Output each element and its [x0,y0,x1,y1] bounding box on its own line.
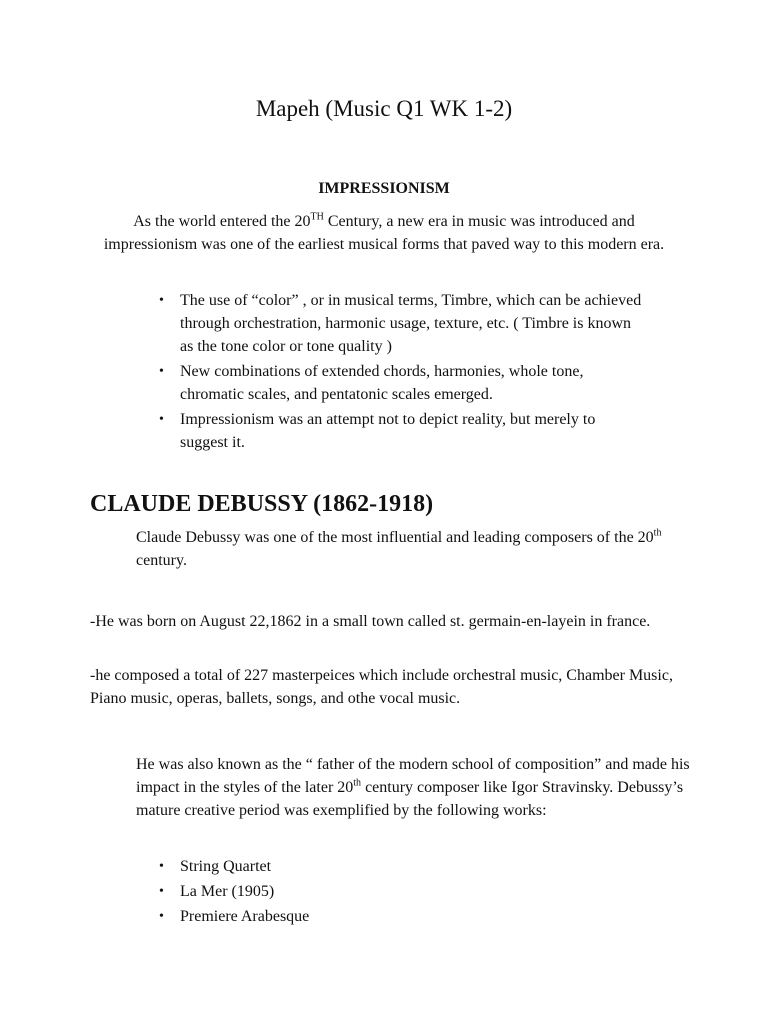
debussy-heading: CLAUDE DEBUSSY (1862-1918) [90,491,434,517]
list-item [136,360,646,406]
list-item [136,880,536,903]
list-item [136,408,646,454]
list-item-text: String Quartet [180,858,272,875]
paragraph-text-start: Claude Debussy was one of the most influential and leading composers of the 20 [136,529,654,546]
impressionism-heading: IMPRESSIONISM [318,180,450,197]
paragraph-superscript: th [653,527,662,539]
list-item [136,289,646,358]
paragraph-text-end: century. [136,552,187,569]
debussy-intro-paragraph [136,526,676,572]
debussy-works-paragraph: -he composed a total of 227 masterpeices which include orchestral music, Chamber Music, Piano music, operas, ballets, songs, and othe vocal music. [90,667,673,707]
bullet-icon: • [159,412,164,427]
paragraph-text-start: He was also known as the “ father of the modern school of composition” and made his impact in the styles of the later 20 [136,756,690,796]
intro-text-start: As the world entered the 20 [133,213,311,230]
list-item-text: Impressionism was an attempt not to depict reality, but merely to suggest it. [180,411,596,451]
debussy-legacy-paragraph [136,753,692,822]
paragraph-superscript: th [353,777,362,789]
debussy-works-list [136,855,536,930]
bullet-icon: • [159,884,164,899]
list-item [136,855,536,878]
bullet-icon: • [159,859,164,874]
bullet-icon: • [159,364,164,379]
impressionism-intro [88,210,680,256]
intro-text-end: Century, a new era in music was introduced and impressionism was one of the earliest musical forms that paved way to this modern era. [103,213,665,253]
impressionism-bullet-list [136,289,646,456]
intro-superscript: TH [310,211,324,223]
document-title: Mapeh (Music Q1 WK 1-2) [255,96,513,121]
list-item-text: New combinations of extended chords, harmonies, whole tone, chromatic scales, and pentatonic scales emerged. [180,363,584,403]
list-item-text: La Mer (1905) [180,883,275,900]
bullet-icon: • [159,293,164,308]
bullet-icon: • [159,909,164,924]
list-item-text: The use of “color” , or in musical terms, Timbre, which can be achieved through orchestration, harmonic usage, texture, etc. ( Timbre is known as the tone color or tone quality ) [180,292,642,355]
debussy-birth-paragraph: -He was born on August 22,1862 in a small town called st. germain-en-layein in france. [90,613,651,630]
paragraph-text-end: century composer like Igor Stravinsky. Debussy’s mature creative period was exemplified by the following works: [136,779,684,819]
list-item [136,905,536,928]
list-item-text: Premiere Arabesque [180,908,310,925]
